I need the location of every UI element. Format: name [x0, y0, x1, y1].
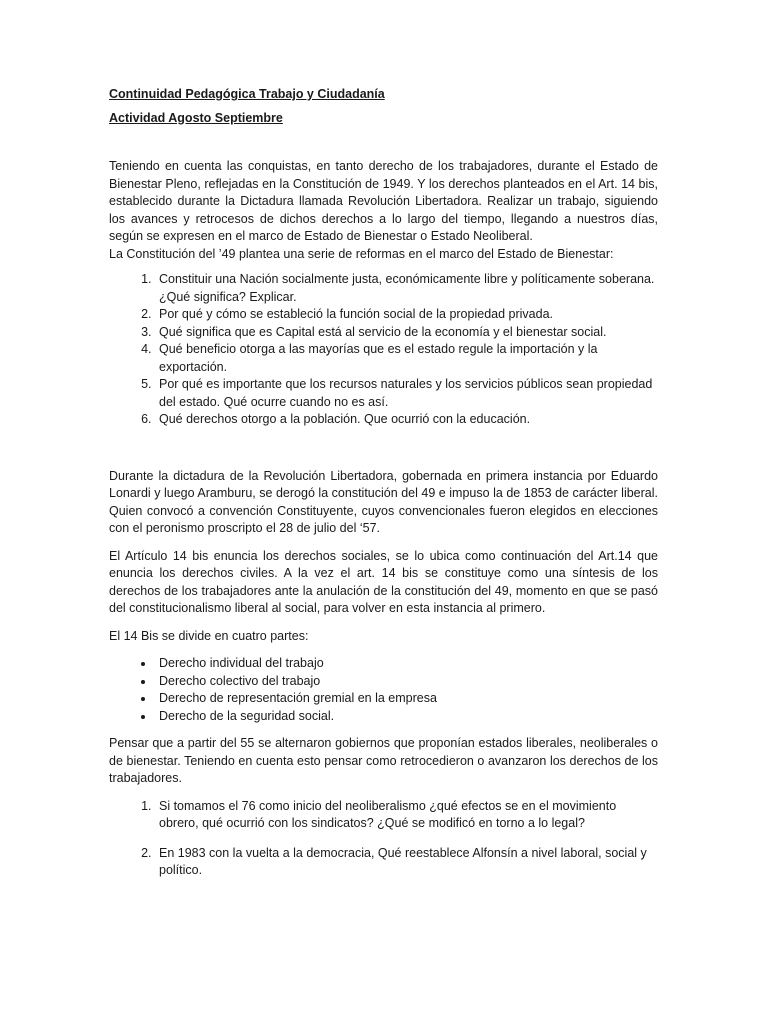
question-item: 1. Si tomamos el 76 como inicio del neoliberalismo ¿qué efectos se en el movimiento obrero, qué ocurrió con los sindicatos? ¿Qué se modificó en torno a lo legal? [155, 798, 658, 833]
reform-item: 6. Qué derechos otorgo a la población. Que ocurrió con la educación. [155, 411, 658, 429]
reforms-list [109, 271, 658, 429]
intro-lead: La Constitución del ’49 plantea una serie de reformas en el marco del Estado de Bienestar: [109, 246, 614, 261]
reform-item: 5. Por qué es importante que los recursos naturales y los servicios públicos sean propiedad del estado. Qué ocurre cuando no es así. [155, 376, 658, 411]
document-subtitle: Actividad Agosto Septiembre [109, 110, 283, 125]
question-item: 2. En 1983 con la vuelta a la democracia, Qué reestablece Alfonsín a nivel laboral, social y político. [155, 845, 658, 880]
part-item: • Derecho colectivo del trabajo [155, 673, 658, 691]
intro-paragraph: Teniendo en cuenta las conquistas, en tanto derecho de los trabajadores, durante el Estado de Bienestar Pleno, reflejadas en la Constitución de 1949. Y los derechos planteados en el Art. 14 bis, establecido durante la Dictadura llamada Revolución Libertadora. Realizar un trabajo, siguiendo los avances y retrocesos de dichos derechos a lo largo del tiempo, llegando a nuestros días, según se expresen en el marco de Estado de Bienestar o Estado Neoliberal. [109, 159, 658, 243]
part-item: • Derecho de la seguridad social. [155, 708, 658, 726]
dictadura-paragraph: Durante la dictadura de la Revolución Libertadora, gobernada en primera instancia por Eduardo Lonardi y luego Aramburu, se derogó la constitución del 49 e impuso la de 1853 de carácter liberal. Quien convocó a convención Constituyente, cuyos convencionales fueron elegidos en elecciones con el peronismo proscripto el 28 de julio del ‘57. [109, 468, 658, 535]
document-page [109, 86, 658, 880]
reform-item: 4. Qué beneficio otorga a las mayorías que es el estado regule la importación y la exportación. [155, 341, 658, 376]
reform-item: 1. Constituir una Nación socialmente justa, económicamente libre y políticamente soberana. ¿Qué significa? Explicar. [155, 271, 658, 306]
document-title: Continuidad Pedagógica Trabajo y Ciudadanía [109, 87, 385, 101]
articulo-paragraph: El Artículo 14 bis enuncia los derechos sociales, se lo ubica como continuación del Art.14 que enuncia los derechos civiles. A la vez el art. 14 bis se constituye como una síntesis de los derechos de los trabajadores ante la anulación de la constitución del 49, momento en que se pasó del constitucionalismo liberal al social, para volver en esta instancia al primero. [109, 548, 658, 615]
part-item: • Derecho de representación gremial en la empresa [155, 690, 658, 708]
reform-item: 2. Por qué y cómo se estableció la función social de la propiedad privada. [155, 306, 658, 324]
parts-list [109, 655, 658, 725]
closing-paragraph: Pensar que a partir del 55 se alternaron gobiernos que proponían estados liberales, neoliberales o de bienestar. Teniendo en cuenta esto pensar como retrocedieron o avanzaron los derechos de los trabajadores. [109, 736, 658, 785]
part-item: • Derecho individual del trabajo [155, 655, 658, 673]
parts-lead: El 14 Bis se divide en cuatro partes: [109, 628, 309, 643]
questions-list [109, 798, 658, 880]
reform-item: 3. Qué significa que es Capital está al servicio de la economía y el bienestar social. [155, 324, 658, 342]
